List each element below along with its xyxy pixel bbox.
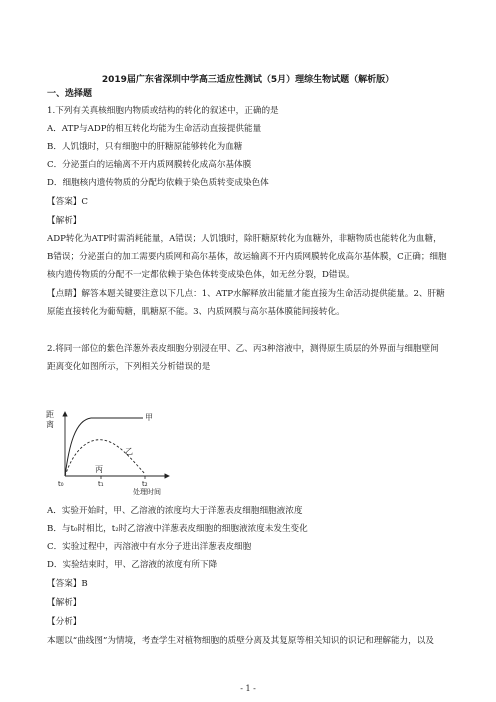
- curve-yi: [65, 440, 145, 476]
- tick-t0: t₀: [58, 480, 64, 488]
- q2-option-c: C．实验过程中，丙溶液中有水分子进出洋葱表皮细胞: [47, 542, 252, 552]
- q2-option-d: D．实验结束时，甲、乙溶液的浓度有所下降: [47, 560, 218, 570]
- q2-stem-line-1: 2.将同一部位的紫色洋葱外表皮细胞分别浸在甲、乙、丙3种溶液中，测得原生质层的外界面与细胞壁间: [47, 344, 439, 354]
- distance-time-figure: [46, 406, 175, 500]
- curve-bing-label: 丙: [95, 465, 103, 474]
- q1-stem: 1.下列有关真核细胞内物质或结构的转化的叙述中，正确的是: [47, 106, 279, 116]
- q2-option-a: A．实验开始时，甲、乙溶液的浓度均大于洋葱表皮细胞细胞液浓度: [47, 506, 303, 516]
- q1-explanation-line-1: ADP转化为ATP时需消耗能量，A错误；人饥饿时，除肝糖原转化为血糖外，非糖物质也能转化为血糖，: [47, 234, 442, 244]
- q1-explanation-line-3: 核内遗传物质的分配不一定都依赖于染色体转变成染色体，如无丝分裂，D错误。: [47, 270, 355, 280]
- tick-t1: t₁: [98, 480, 104, 488]
- q1-point-line-2: 原能直接转化为葡萄糖，肌糖原不能。3、内质网膜与高尔基体膜能间接转化。: [47, 307, 345, 317]
- q2-answer: 【答案】B: [47, 579, 88, 589]
- q2-stem-line-2: 距离变化如图所示，下列相关分析错误的是: [47, 362, 211, 372]
- x-axis-label: 处理时间: [133, 488, 161, 496]
- q2-fenxi-label: 【分析】: [47, 617, 82, 627]
- curve-yi-label: 乙: [125, 447, 133, 456]
- q1-option-d: D．细胞核内遗传物质的分配均依赖于染色质转变成染色体: [47, 178, 269, 188]
- q1-point-line-1: 【点睛】解答本题关键要注意以下几点：1、ATP水解释放出能量才能直接为生命活动提供能量。2、肝糖: [47, 289, 445, 299]
- q1-option-a: A．ATP与ADP的相互转化均能为生命活动直接提供能量: [47, 124, 262, 134]
- y-axis-label-bottom: 离: [46, 420, 54, 429]
- q1-option-c: C．分泌蛋白的运输离不开内质网膜转化成高尔基体膜: [47, 160, 252, 170]
- document-title: 2019届广东省深圳中学高三适应性测试（5月）理综生物试题（解析版）: [101, 75, 395, 85]
- q2-explanation-line-1: 本题以“曲线图”为情境，考查学生对植物细胞的质壁分离及其复原等相关知识的识记和理解能力，以及: [47, 636, 434, 646]
- q2-option-b: B．与t₀时相比，t₂时乙溶液中洋葱表皮细胞的细胞液浓度未发生变化: [47, 524, 308, 534]
- q1-explanation-line-2: B错误；分泌蛋白的加工需要内质网和高尔基体，故运输离不开内质网膜转化成高尔基体膜，C正确；细胞: [47, 252, 447, 262]
- q1-answer: 【答案】C: [47, 197, 88, 207]
- curve-jia-label: 甲: [145, 413, 153, 422]
- q1-option-b: B．人饥饿时，只有细胞中的肝糖原能够转化为血糖: [47, 142, 243, 152]
- tick-t2: t₂: [142, 480, 148, 488]
- y-axis-label-top: 距: [46, 410, 54, 419]
- section-heading: 一、选择题: [47, 89, 93, 99]
- q1-jiexi-label: 【解析】: [47, 216, 82, 226]
- page-number: - 1 -: [240, 684, 256, 693]
- q2-jiexi-label: 【解析】: [47, 598, 82, 608]
